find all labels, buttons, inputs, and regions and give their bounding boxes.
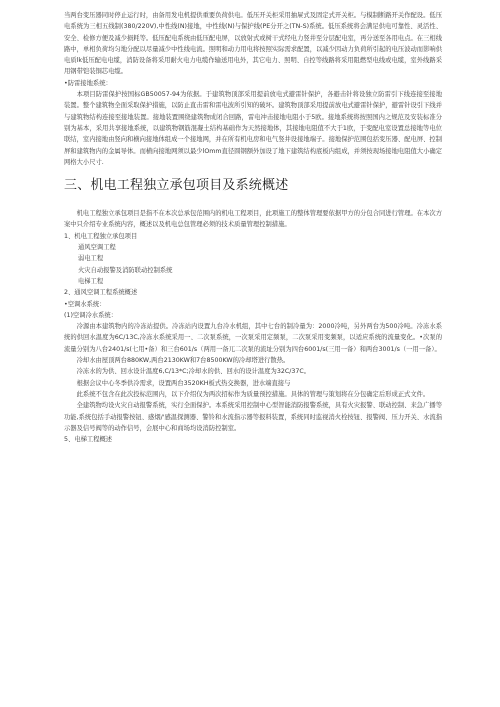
water-temp-paragraph: 冷冻水的为供、回水设计温度6,C∕13*C;冷却水的供、回水的设计温度为32C/37C。 <box>76 368 311 376</box>
sub-item-weak-current: 弱电工程 <box>78 255 104 263</box>
lightning-paragraph: 本项目防雷保护按国标GB50057-94为依据。于建筑物顶部采用提前放电式避雷针保护，各避击针将设独立防雷引下线连接至接地装置。整个建筑物全面采取保护措施，以防止直击雷和雷电波所引知的破坏。建筑物顶部采用提前放电式避雷针保护，避雷针设引下线并与建筑物结构连接至接地装置。接地装置围绕建筑物成闭合回路，雷电冲击接地电阻小于5欧。接地系统将按照国内之规范及安装标准分别为基本，采用共享接地系统，以建筑物钢筋混凝土结构基础作为天然接地体，其接地电阻值不大于1欧，于变配电室设置总接地等电位联结，室内接地由竖向和横向接地体组成一个接地网，并在所有机电房和电气竖井设接地端子。接地保护范围包括变压器、配电屏、控制屏和建筑物内的金属导体。而横向接地网须以最少lOmm直径圆钢额外加设了地下建筑结构底板内组成，并须按现场接地电阻值大小确定网格大小尺寸. <box>64 91 442 166</box>
cooling-tower-paragraph: 冷却水由屋顶两台880KW,两台2130KW和7台8500KW的冷却塔进行散热。 <box>76 357 290 365</box>
heat-exchanger-paragraph: 根据会议中心冬季供冷需求，设置两台3520KH板式热交换器，进水端直接与 <box>76 379 291 387</box>
sub-item-fire-alarm: 火灾自动报警及消防联动控制系统 <box>78 266 173 274</box>
ac-water-heading: •空调水系统： <box>64 300 106 308</box>
cooling-paragraph: 冷源由本建筑物内的冷冻站提供。冷冻站内设置九台冷水机组，其中七台的制冷量为：2000冷吨，另外两台为500冷吨。冷冻水系统的供回水温度为6C/13C,冷冻水系统采用一、二次泵系统，一次泵采用定频泵，二次泵采用变频泵，以适应系统的流量变化。•次泵的流量分别为八台2401∕s(七用•备）和三台601∕s（两用一备兀二次泵的流址分别为四台6001∕s(三用一备）和两台3001∕s（一用一备）。 <box>64 323 442 353</box>
list-heading-1: 1、机电工程独立承包项目 <box>64 232 138 240</box>
fire-alarm-paragraph: 全建筑物均设火灾自动报警系统，实行全面保护。本系统采用控制中心型智能消防报警系统，具有火灾报警、联动控制、来急广播等功能,系统包括手动报警按钮、感烟/'感温探测器、警铃和水流指示器等报料装置，系统同时监视消火栓按钮、报警阀、压力开关、水流指示器及信号阀等的动作信号，会展中心和商场均设消防控制室。 <box>64 402 442 432</box>
list-heading-5: 5、电梯工程概述 <box>64 436 113 444</box>
scope-note-paragraph: 此系统不包含在此次投标范围内，以下介绍仅为两次招标作为质量预控措施。具体的管理与策划将在分包确定后形成正式文件。 <box>76 390 430 398</box>
cooling-heading: (1)空调冷水系统： <box>64 311 117 319</box>
list-heading-2: 2、通风空调工程系统概述 <box>64 289 138 297</box>
intro-paragraph: 当两台变压器同时停止运行时，由备用发电机提供重要负荷供电。低压开关柜采用抽屉式及固定式开关柜。与模制断路开关作配设。低压电系统为三相五线制(380/220V),中性线(N)接地，中性线(N)与保护线(PE分开之(TN-S)系统。低压系统将会满足供电可靠性、灵活性、安全、检修方便及减少损耗等。低压配电系统由低压配电屏，以放射式或树干式经电力竖井至分层配电室，再分送至各用电点。在三相线路中，单相负荷均匀地分配以尽量减少中性线电流。照明和动力用电将按照实际需求配置，以减少因动力负荷所引起的电压波动而影响供电质lk低压配电电缆，消防设备将采用耐火电力电缆作输送用电外，其它电力、照明、自控等线路将采用阻燃型电线或电缆，室外线路采用钢带铠装铜芯电缆。 <box>64 12 442 76</box>
sub-item-hvac: 通风空调工程 <box>78 244 116 252</box>
sub-item-elevator: 电梯工程 <box>78 277 104 285</box>
section-title: 三、机电工程独立承包项目及系统概述 <box>64 178 289 194</box>
section-paragraph: 机电工程独立承包项目是指不在本次总承包范围内的机电工程项目，此项施工的整体管理要依据甲方的分包合同进行管理。在本次方案中只介绍专业系统内容，概述以及机电总包管理必须的技术质量管理控制措施。 <box>64 210 442 229</box>
lightning-heading: •防雷接地系统： <box>64 79 112 87</box>
